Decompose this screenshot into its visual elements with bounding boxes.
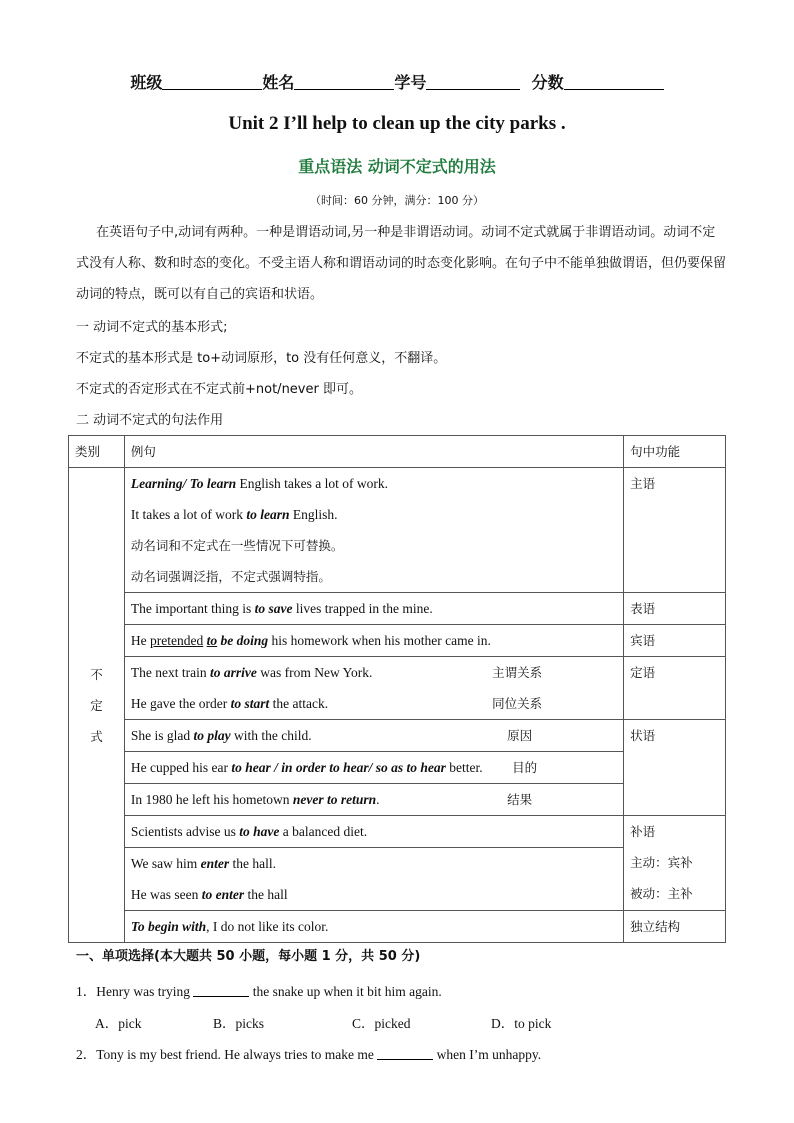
unit-title: Unit 2 I’ll help to clean up the city parks . bbox=[228, 113, 566, 134]
student-info-header bbox=[0, 70, 794, 93]
example-predicative: The important thing is to save lives trapped in the mine. bbox=[124, 593, 623, 625]
question-2: 2．Tony is my best friend. He always tries to make me when I’m unhappy. bbox=[76, 1047, 542, 1062]
intro-paragraph: 在英语句子中,动词有两种。一种是谓语动词,另一种是非谓语动词。动词不定式就属于非谓语动词。动词不定式没有人称、数和时态的变化。不受主语人称和谓语动词的时态变化影响。在句子中不能单独做谓语，但仍要保留动词的特点，既可以有自己的宾语和状语。 bbox=[76, 225, 727, 302]
function-absolute: 独立结构 bbox=[624, 911, 726, 943]
function-attributive: 定语 bbox=[624, 657, 726, 720]
name-label: 姓名 bbox=[262, 73, 295, 92]
option-b[interactable]: B．picks bbox=[213, 1016, 265, 1031]
score-label: 分数 bbox=[531, 73, 564, 92]
time-note: （时间：60 分钟，满分：100 分） bbox=[310, 194, 484, 207]
question-1: 1．Henry was trying the snake up when it bit him again. bbox=[76, 984, 442, 999]
example-attributive: The next train to arrive was from New York. 主谓关系 He gave the order to start the attack. 同位关系 bbox=[124, 657, 623, 720]
category-cell: 不 定 式 bbox=[69, 468, 125, 943]
example-adverbial-reason: She is glad to play with the child. 原因 bbox=[124, 720, 623, 752]
table-header-row bbox=[69, 436, 726, 468]
section-one-heading: 一 动词不定式的基本形式; bbox=[76, 320, 228, 335]
table-row bbox=[69, 657, 726, 720]
exercise-heading: 一、单项选择(本大题共 50 小题，每小题 1 分，共 50 分) bbox=[76, 949, 421, 964]
id-label: 学号 bbox=[394, 73, 427, 92]
example-adverbial-purpose: He cupped his ear to hear / in order to hear/ so as to hear better. 目的 bbox=[124, 752, 623, 784]
section-two-heading: 二 动词不定式的句法作用 bbox=[76, 413, 224, 428]
grammar-subtitle: 重点语法 动词不定式的用法 bbox=[298, 157, 496, 176]
example-complement-1: Scientists advise us to have a balanced diet. bbox=[124, 816, 623, 848]
function-adverbial: 状语 bbox=[624, 720, 726, 816]
example-object: He pretended to be doing his homework when his mother came in. bbox=[124, 625, 623, 657]
table-row bbox=[69, 911, 726, 943]
example-absolute: To begin with, I do not like its color. bbox=[124, 911, 623, 943]
header-function: 句中功能 bbox=[624, 436, 726, 468]
option-a[interactable]: A．pick bbox=[95, 1016, 142, 1031]
class-label: 班级 bbox=[130, 73, 163, 92]
table-row bbox=[69, 593, 726, 625]
negative-form-text: 不定式的否定形式在不定式前+not/never 即可。 bbox=[76, 382, 362, 397]
header-example: 例句 bbox=[124, 436, 623, 468]
answer-blank-2[interactable] bbox=[377, 1047, 433, 1060]
table-row bbox=[69, 816, 726, 848]
name-blank[interactable] bbox=[294, 73, 394, 90]
example-adverbial-result: In 1980 he left his hometown never to return. 结果 bbox=[124, 784, 623, 816]
class-blank[interactable] bbox=[162, 73, 262, 90]
example-complement-2: We saw him enter the hall. He was seen to enter the hall bbox=[124, 848, 623, 911]
function-predicative: 表语 bbox=[624, 593, 726, 625]
function-subject: 主语 bbox=[624, 468, 726, 593]
function-object: 宾语 bbox=[624, 625, 726, 657]
header-category: 类别 bbox=[69, 436, 125, 468]
option-d[interactable]: D．to pick bbox=[491, 1016, 552, 1031]
id-blank[interactable] bbox=[426, 73, 520, 90]
basic-form-text: 不定式的基本形式是 to+动词原形，to 没有任何意义，不翻译。 bbox=[76, 351, 447, 366]
infinitive-usage-table bbox=[68, 435, 726, 943]
table-row bbox=[69, 468, 726, 593]
answer-blank-1[interactable] bbox=[193, 984, 249, 997]
table-row bbox=[69, 720, 726, 752]
score-blank[interactable] bbox=[564, 73, 664, 90]
table-row bbox=[69, 625, 726, 657]
function-complement: 补语 主动：宾补 被动：主补 bbox=[624, 816, 726, 911]
option-c[interactable]: C．picked bbox=[352, 1016, 411, 1031]
example-subject: Learning/ To learn English takes a lot of work. It takes a lot of work to learn English. 动名词和不定式在一些情况下可替换。 动名词强调泛指，不定式强调特指。 bbox=[124, 468, 623, 593]
